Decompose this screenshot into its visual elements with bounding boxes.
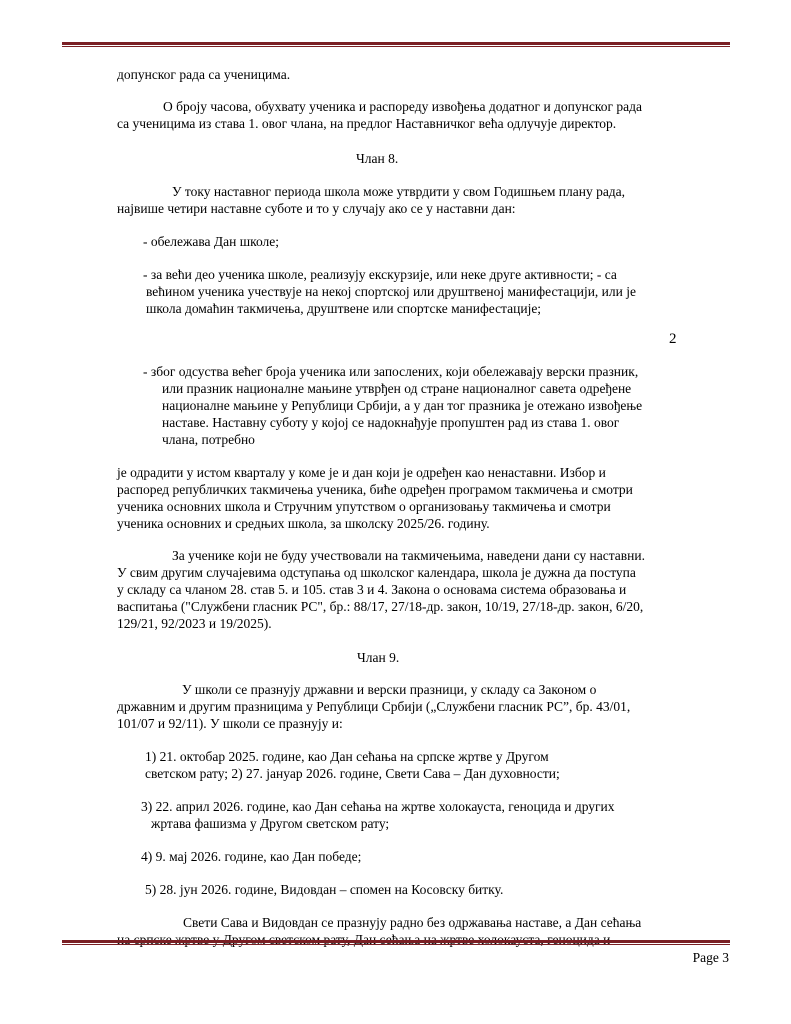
- article-8-title: Члан 8.: [356, 151, 399, 166]
- inline-page-number: 2: [669, 331, 677, 347]
- article-9-title: Члан 9.: [357, 650, 400, 665]
- continuation-line: допунског рада са ученицима.: [117, 67, 291, 82]
- footer-page-number: Page 3: [692, 950, 729, 965]
- holiday-item-5: 5) 28. јун 2026. године, Видовдан – спомен на Косовску битку.: [145, 882, 504, 897]
- header-rule: [62, 42, 730, 47]
- holiday-item-4: 4) 9. мај 2026. године, као Дан победе;: [141, 849, 362, 864]
- footer-rule: [62, 940, 730, 945]
- bullet-school-day: - обележава Дан школе;: [143, 234, 280, 249]
